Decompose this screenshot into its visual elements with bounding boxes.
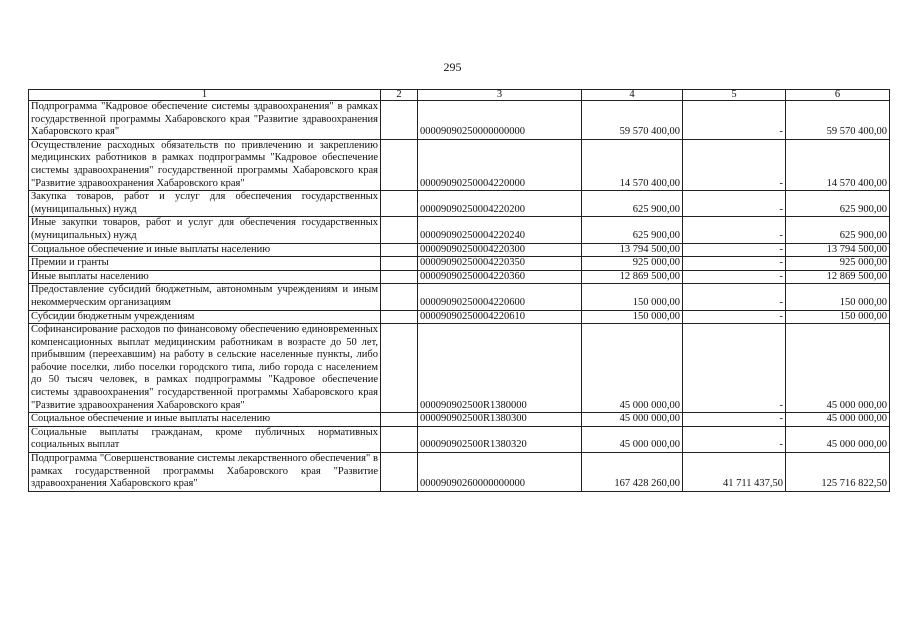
row-col6: 45 000 000,00 — [786, 324, 890, 413]
table-row — [29, 270, 890, 284]
row-name: Осуществление расходных обязательств по привлечению и закреплению медицинских работников в рамках подпрограммы "Кадровое обеспечение системы здравоохранения" государственной программы Хабаровского края "Развитие здравоохранения Хабаровского края" — [29, 139, 381, 190]
row-code: 00009090250004220610 — [418, 310, 582, 324]
row-col2 — [381, 139, 418, 190]
row-col6: 45 000 000,00 — [786, 426, 890, 452]
row-col6: 150 000,00 — [786, 284, 890, 310]
column-header-4: 4 — [582, 90, 683, 101]
row-col4: 925 000,00 — [582, 257, 683, 271]
table-row — [29, 310, 890, 324]
row-col6: 625 900,00 — [786, 217, 890, 243]
row-name: Подпрограмма "Совершенствование системы лекарственного обеспечения" в рамках государственной программы Хабаровского края "Развитие здравоохранения Хабаровского края" — [29, 453, 381, 492]
row-code: 00009090250004220360 — [418, 270, 582, 284]
row-name: Подпрограмма "Кадровое обеспечение системы здравоохранения" в рамках государственной программы Хабаровского края "Развитие здравоохранения Хабаровского края" — [29, 101, 381, 140]
row-code: 00009090260000000000 — [418, 453, 582, 492]
column-header-3: 3 — [418, 90, 582, 101]
row-col5: - — [683, 217, 786, 243]
row-name: Социальное обеспечение и иные выплаты населению — [29, 413, 381, 427]
row-col4: 150 000,00 — [582, 284, 683, 310]
row-col2 — [381, 191, 418, 217]
row-col5: - — [683, 426, 786, 452]
row-col6: 12 869 500,00 — [786, 270, 890, 284]
table-row — [29, 139, 890, 190]
row-name: Софинансирование расходов по финансовому обеспечению единовременных компенсационных выплат медицинским работникам в возрасте до 50 лет, прибывшим (переехавшим) на работу в сельские населенные пункты, либо рабочие поселки, либо поселки городского типа, либо города с населением до 50 тысяч человек, в рамках подпрограммы "Кадровое обеспечение системы здравоохранения" государственной программы Хабаровского края "Развитие здравоохранения Хабаровского края" — [29, 324, 381, 413]
row-name: Социальные выплаты гражданам, кроме публичных нормативных социальных выплат — [29, 426, 381, 452]
table-row — [29, 284, 890, 310]
row-col4: 625 900,00 — [582, 191, 683, 217]
row-code: 000090902500R1380300 — [418, 413, 582, 427]
row-col6: 150 000,00 — [786, 310, 890, 324]
row-col5: - — [683, 270, 786, 284]
row-col2 — [381, 413, 418, 427]
row-col2 — [381, 324, 418, 413]
row-name: Премии и гранты — [29, 257, 381, 271]
row-col5: - — [683, 413, 786, 427]
row-code: 00009090250004220240 — [418, 217, 582, 243]
row-col2 — [381, 270, 418, 284]
row-col6: 625 900,00 — [786, 191, 890, 217]
column-header-2: 2 — [381, 90, 418, 101]
row-col6: 13 794 500,00 — [786, 243, 890, 257]
row-col2 — [381, 426, 418, 452]
row-col2 — [381, 284, 418, 310]
table-row — [29, 191, 890, 217]
row-col4: 45 000 000,00 — [582, 413, 683, 427]
table-row — [29, 324, 890, 413]
row-col4: 45 000 000,00 — [582, 324, 683, 413]
row-code: 00009090250004220300 — [418, 243, 582, 257]
row-col2 — [381, 310, 418, 324]
row-col2 — [381, 217, 418, 243]
column-header-1: 1 — [29, 90, 381, 101]
row-code: 000090902500R1380320 — [418, 426, 582, 452]
row-col2 — [381, 257, 418, 271]
row-col5: - — [683, 324, 786, 413]
row-col5: 41 711 437,50 — [683, 453, 786, 492]
row-col2 — [381, 243, 418, 257]
row-col2 — [381, 453, 418, 492]
row-col5: - — [683, 243, 786, 257]
row-name: Иные выплаты населению — [29, 270, 381, 284]
column-header-6: 6 — [786, 90, 890, 101]
row-col5: - — [683, 191, 786, 217]
row-col6: 925 000,00 — [786, 257, 890, 271]
row-col4: 59 570 400,00 — [582, 101, 683, 140]
row-col4: 13 794 500,00 — [582, 243, 683, 257]
row-col5: - — [683, 310, 786, 324]
table-row — [29, 217, 890, 243]
row-code: 00009090250004220000 — [418, 139, 582, 190]
table-row — [29, 257, 890, 271]
table-row — [29, 101, 890, 140]
row-col5: - — [683, 284, 786, 310]
row-col4: 150 000,00 — [582, 310, 683, 324]
row-name: Иные закупки товаров, работ и услуг для обеспечения государственных (муниципальных) нужд — [29, 217, 381, 243]
table-row — [29, 243, 890, 257]
row-col5: - — [683, 139, 786, 190]
column-header-5: 5 — [683, 90, 786, 101]
row-col4: 625 900,00 — [582, 217, 683, 243]
row-code: 00009090250004220200 — [418, 191, 582, 217]
row-name: Закупка товаров, работ и услуг для обеспечения государственных (муниципальных) нужд — [29, 191, 381, 217]
row-name: Предоставление субсидий бюджетным, автономным учреждениям и иным некоммерческим организациям — [29, 284, 381, 310]
row-col4: 12 869 500,00 — [582, 270, 683, 284]
row-name: Социальное обеспечение и иные выплаты населению — [29, 243, 381, 257]
row-code: 000090902500R1380000 — [418, 324, 582, 413]
table-row — [29, 413, 890, 427]
row-col5: - — [683, 257, 786, 271]
table-row — [29, 426, 890, 452]
row-col6: 14 570 400,00 — [786, 139, 890, 190]
header-row — [29, 90, 890, 101]
row-col6: 125 716 822,50 — [786, 453, 890, 492]
row-col6: 59 570 400,00 — [786, 101, 890, 140]
row-code: 00009090250004220600 — [418, 284, 582, 310]
row-code: 00009090250000000000 — [418, 101, 582, 140]
table-row — [29, 453, 890, 492]
row-col2 — [381, 101, 418, 140]
row-col6: 45 000 000,00 — [786, 413, 890, 427]
row-col5: - — [683, 101, 786, 140]
page-number: 295 — [443, 60, 462, 74]
row-col4: 14 570 400,00 — [582, 139, 683, 190]
row-col4: 45 000 000,00 — [582, 426, 683, 452]
budget-table — [28, 89, 890, 492]
row-code: 00009090250004220350 — [418, 257, 582, 271]
row-col4: 167 428 260,00 — [582, 453, 683, 492]
row-name: Субсидии бюджетным учреждениям — [29, 310, 381, 324]
